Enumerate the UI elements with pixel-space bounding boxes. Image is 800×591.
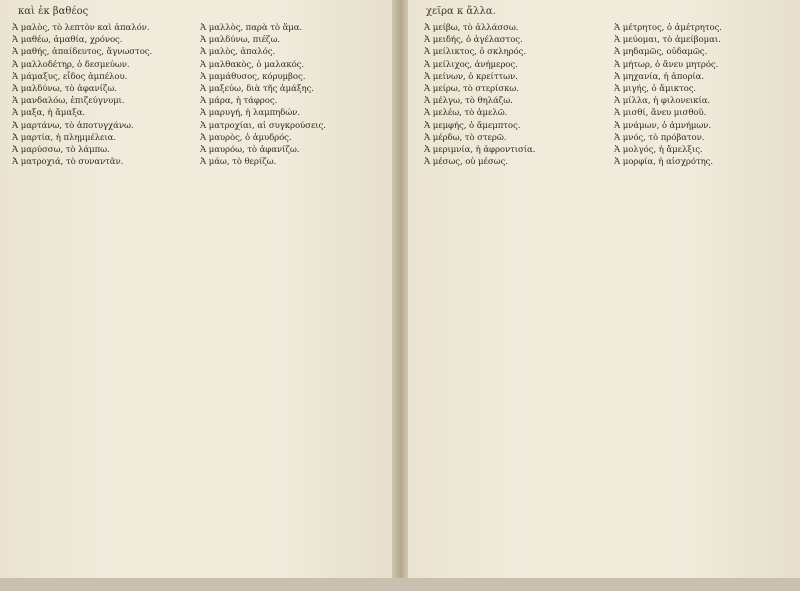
dictionary-entry: Ἀ μάμαξυς, εἶδος ἀμπέλου.: [12, 71, 128, 82]
right-page: [408, 0, 800, 591]
dictionary-entry: Ἀ μαλλὸς, παρὰ τὸ ἅμα.: [200, 23, 303, 33]
dictionary-entry: Ἀ μείβω, τὸ ἀλλάσσω.: [424, 23, 519, 33]
dictionary-entry: Ἀ μαλλοδέτηρ, ὁ δεσμεύων.: [12, 59, 130, 70]
dictionary-entry: Ἀ μαυρὸς, ὁ ἀμυδρός.: [200, 132, 292, 143]
dictionary-entry: Ἀ μαρτάνω, τὸ ἀποτυγχάνω.: [12, 120, 134, 131]
dictionary-entry: Ἀ μειδής, ὁ ἀγέλαστος.: [424, 35, 523, 46]
dictionary-entry: Ἀ μολγός, ἡ ἄμελξις.: [614, 145, 703, 156]
right-column-2: [614, 22, 786, 572]
dictionary-entry: Ἀ μισθί, ἄνευ μισθοῦ.: [614, 108, 707, 119]
dictionary-entry: Ἀ μέλγω, τὸ θηλάζω.: [424, 96, 513, 107]
dictionary-entry: Ἀ μανδαλόω, ἐπιζεύγνυμι.: [12, 96, 125, 107]
dictionary-entry: Ἀ μαλὸς, ἁπαλός.: [200, 47, 276, 58]
dictionary-entry: Ἀ μελέω, τὸ ἀμελῶ.: [424, 108, 508, 119]
dictionary-entry: Ἀ μαξα, ἡ ἅμαξα.: [12, 108, 86, 119]
dictionary-entry: Ἀ μιγής, ὁ ἄμικτος.: [614, 84, 697, 95]
dictionary-entry: Ἀ μέτρητος, ὁ ἀμέτρητος.: [614, 23, 722, 33]
dictionary-entry: Ἀ μαρυγή, ἡ λαμπηδών.: [200, 108, 300, 119]
dictionary-entry: Ἀ μίλλα, ἡ φιλονεικία.: [614, 96, 711, 107]
dictionary-entry: Ἀ μήτωρ, ὁ ἄνευ μητρός.: [614, 59, 719, 70]
left-column-2: [200, 22, 372, 572]
dictionary-entry: Ἀ μαρύσσω, τὸ λάμπω.: [12, 145, 110, 156]
dictionary-entry: Ἀ μέσως, οὐ μέσως.: [424, 157, 508, 168]
dictionary-entry: Ἀ μνάμων, ὁ ἀμνήμων.: [614, 120, 712, 131]
dictionary-entry: Ἀ μορφία, ἡ αἰσχρότης.: [614, 157, 714, 168]
dictionary-entry: Ἀ μαθής, ἀπαίδευτος, ἄγνωστος.: [12, 47, 153, 58]
dictionary-entry: Ἀ μνός, τὸ πρόβατον.: [614, 132, 705, 143]
dictionary-entry: Ἀ μάρα, ἡ τάφρος.: [200, 96, 278, 107]
right-column-1: [424, 22, 596, 572]
left-column-1: [12, 22, 184, 572]
dictionary-entry: Ἀ μείνων, ὁ κρείττων.: [424, 71, 518, 82]
dictionary-entry: Ἀ μηχανία, ἡ ἀπορία.: [614, 71, 705, 82]
dictionary-entry: Ἀ μαυρόω, τὸ ἀφανίζω.: [200, 145, 300, 156]
dictionary-entry: Ἀ μεμφής, ὁ ἄμεμπτος.: [424, 120, 521, 131]
dictionary-entry: Ἀ μέρδω, τὸ στερῶ.: [424, 132, 507, 143]
page-bottom-edge: [0, 578, 800, 591]
dictionary-entry: Ἀ μαθέω, ἁμαθία, χρόνος.: [12, 35, 123, 46]
dictionary-entry: Ἀ ματροχίαι, αἱ συγκρούσεις.: [200, 120, 326, 131]
book-gutter: [392, 0, 408, 591]
left-page: [0, 0, 392, 591]
dictionary-entry: Ἀ μαλδύνω, τὸ ἀφανίζω.: [12, 84, 117, 95]
dictionary-entry: Ἀ μείλιχος, ἀνήμερος.: [424, 59, 518, 70]
dictionary-entry: Ἀ μαξεύω, διὰ τῆς ἁμάξης.: [200, 84, 314, 95]
dictionary-entry: Ἀ μαμάθυσος, κόρυμβος.: [200, 71, 306, 82]
right-page-header: χεῖρα κ ἄλλα.: [426, 6, 496, 17]
dictionary-entry: Ἀ ματροχιά, τὸ συναντᾶν.: [12, 157, 124, 168]
dictionary-entry: Ἀ μεριμνία, ἡ ἀφροντισία.: [424, 145, 536, 156]
dictionary-entry: Ἀ μείλικτος, ὁ σκληρός.: [424, 47, 526, 58]
dictionary-entry: Ἀ μείρω, τὸ στερίσκω.: [424, 84, 519, 95]
dictionary-entry: Ἀ μηδαμῶς, οὐδαμῶς.: [614, 47, 708, 58]
dictionary-entry: Ἀ μάω, τὸ θερίζω.: [200, 157, 277, 168]
dictionary-entry: Ἀ μεύομαι, τὸ ἀμείβομαι.: [614, 35, 721, 46]
dictionary-entry: Ἀ μαρτία, ἡ πλημμέλεια.: [12, 132, 117, 143]
dictionary-entry: Ἀ μαλθακὸς, ὁ μαλακός.: [200, 59, 305, 70]
left-page-header: καὶ ἐκ βαθέος: [18, 6, 89, 17]
dictionary-entry: Ἀ μαλδύνω, πιέζω.: [200, 35, 281, 46]
dictionary-entry: Ἀ μαλὸς, τὸ λεπτὸν καὶ ἀπαλόν.: [12, 23, 150, 33]
